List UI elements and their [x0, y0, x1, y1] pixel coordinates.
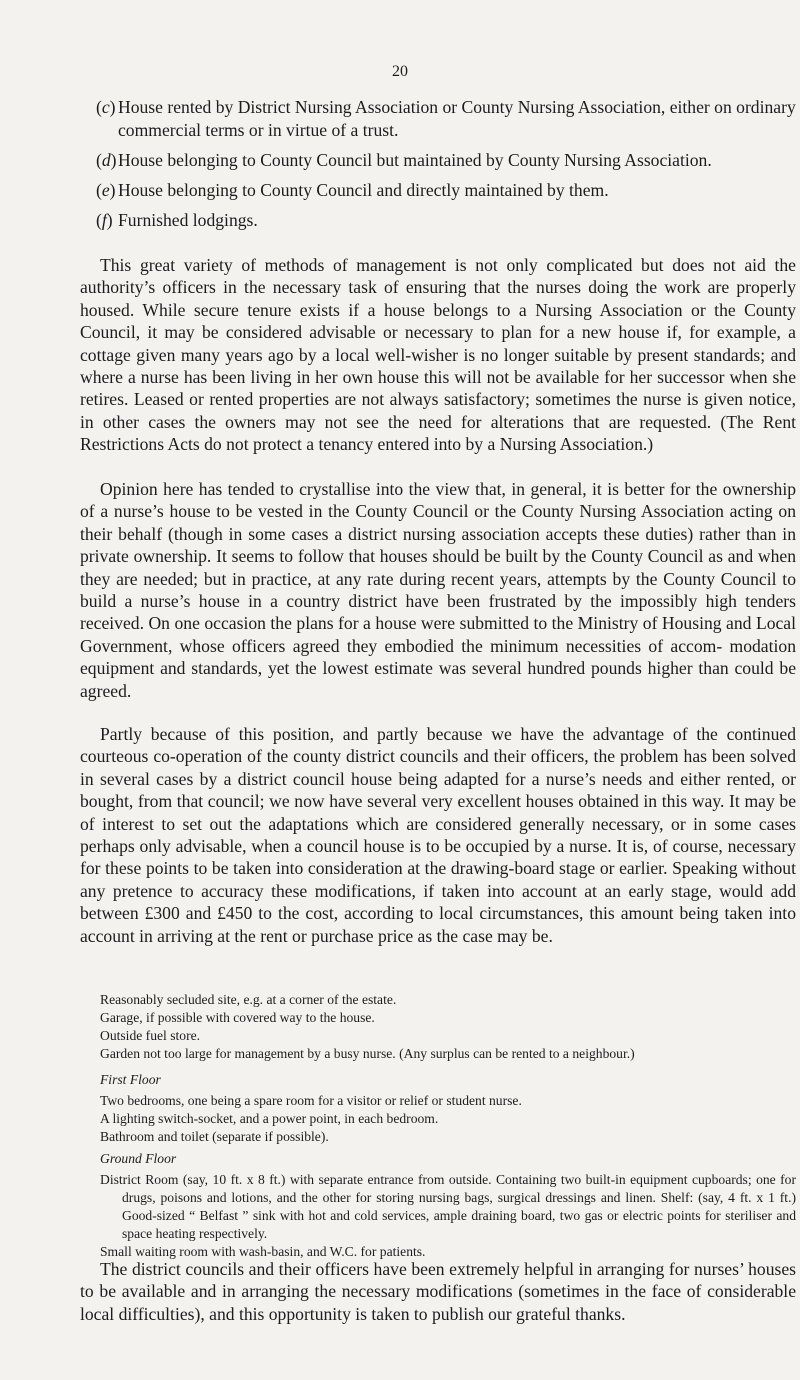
ground-floor-heading: Ground Floor — [100, 1151, 177, 1166]
paragraph-closing-thanks: The district councils and their officers have been extremely helpful in arranging for nurses’ houses to be available and in arranging the necessary modifications (sometimes in the face of considerable local difficulties), and this opportunity is taken to publish our grateful thanks. — [80, 1259, 796, 1324]
list-item: Two bedrooms, one being a spare room for a visitor or relief or student nurse. — [100, 1093, 522, 1108]
list-item-label: c — [101, 97, 110, 117]
first-floor-heading: First Floor — [100, 1072, 161, 1087]
list-item: Outside fuel store. — [100, 1028, 201, 1043]
list-item-text: House rented by District Nursing Association or County Nursing Association, either on ordinary commercial terms or in virtue of a trust. — [118, 97, 796, 140]
list-item: Bathroom and toilet (separate if possible). — [100, 1129, 329, 1144]
list-item: (c) House rented by District Nursing Association or County Nursing Association, either on ordinary commercial terms or in virtue of a trust. — [96, 97, 796, 140]
list-item-label: d — [101, 150, 111, 170]
list-item: Small waiting room with wash-basin, and W.C. for patients. — [100, 1244, 426, 1259]
first-floor-section — [80, 1071, 796, 1146]
list-item-text: House belonging to County Council and directly maintained by them. — [118, 180, 609, 200]
list-item: (e) House belonging to County Council and directly maintained by them. — [96, 179, 796, 202]
management-methods-list — [96, 96, 796, 239]
list-item: Reasonably secluded site, e.g. at a corner of the estate. — [100, 992, 397, 1007]
list-item: Garden not too large for management by a busy nurse. (Any surplus can be rented to a neighbour.) — [100, 1046, 635, 1061]
list-item-text: Furnished lodgings. — [118, 210, 258, 230]
list-item: District Room (say, 10 ft. x 8 ft.) with separate entrance from outside. Containing two built-in equipment cupboards; one for drugs, poisons and lotions, and the other for storing nursing bags, surgical dressings and linen. Shelf: (say, 4 ft. x 1 ft.) Good-sized “ Belfast ” sink with hot and cold services, ample draining board, two gas or electric points for steriliser and space heating respectively. — [100, 1172, 796, 1241]
paragraph-council-houses: Partly because of this position, and partly because we have the advantage of the continued courteous co-operation of the county district councils and their officers, the problem has been solved in several cases by a district council house being adapted for a nurse’s needs and either rented, or bought, from that council; we now have several very excellent houses obtained in this way. It may be of interest to set out the adaptations which are considered generally necessary, or in some cases perhaps only advisable, when a council house is to be occupied by a nurse. It is, of course, necessary for these points to be taken into consideration at the drawing-board stage or earlier. Speaking without any pretence to accuracy these modifications, if taken into account at an early stage, would add between £300 and £450 to the cost, according to local circumstances, this amount being taken into account in arriving at the rent or purchase price as the case may be. — [80, 724, 796, 946]
list-item-text: House belonging to County Council but maintained by County Nursing Association. — [118, 150, 712, 170]
list-item: (f) Furnished lodgings. — [96, 209, 796, 232]
paragraph-management-variety: This great variety of methods of management is not only complicated but does not aid the authority’s officers in the necessary task of ensuring that the nurses doing the work are properly housed. While secure tenure exists if a house belongs to a Nursing Association or the County Council, it may be considered advisable or necessary to plan for a new house if, for example, a cottage given many years ago by a local well-wisher is no longer suitable by present standards; and where a nurse has been living in her own house this will not be available for her successor when she retires. Leased or rented properties are not always satisfactory; sometimes the nurse is given notice, in other cases the owners may not see the need for alterations that are requested. (The Rent Restrictions Acts do not protect a tenancy entered into by a Nursing Association.) — [80, 255, 796, 455]
list-item-label: f — [101, 210, 107, 230]
page-number: 20 — [392, 63, 408, 80]
list-item: Garage, if possible with covered way to the house. — [100, 1010, 375, 1025]
general-requirements-list — [80, 991, 796, 1063]
list-item: (d) House belonging to County Council but maintained by County Nursing Association. — [96, 149, 796, 172]
list-item-label: e — [101, 180, 110, 200]
list-item: A lighting switch-socket, and a power point, in each bedroom. — [100, 1111, 439, 1126]
ground-floor-section — [80, 1150, 796, 1261]
paragraph-ownership-opinion: Opinion here has tended to crystallise into the view that, in general, it is better for the ownership of a nurse’s house to be vested in the County Council or the County Nursing Association acting on their behalf (though in some cases a district nursing association accepts these duties) rather than in private ownership. It seems to follow that houses should be built by the County Council as and when they are needed; but in practice, at any rate during recent years, attempts by the County Council to build a nurse’s house in a country district have been frustrated by the impossibly high tenders received. On one occasion the plans for a house were submitted to the Ministry of Housing and Local Government, whose officers agreed they embodied the minimum necessities of accom- modation equipment and standards, yet the lowest estimate was several hundred pounds higher than could be agreed. — [80, 479, 796, 701]
